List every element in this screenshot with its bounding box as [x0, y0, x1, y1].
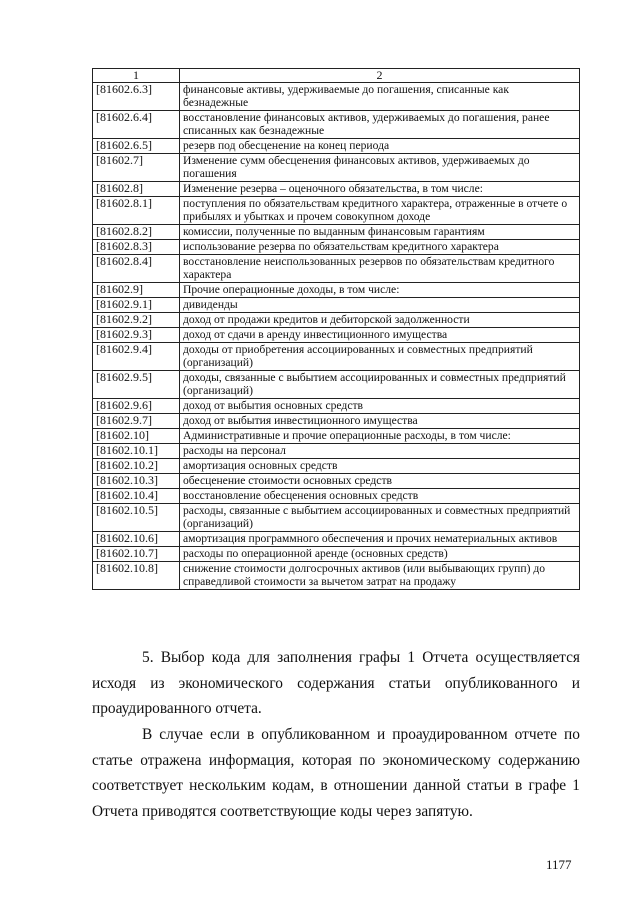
row-code: [81602.9.6]: [93, 399, 180, 414]
row-code: [81602.10.2]: [93, 459, 180, 474]
row-description: доход от сдачи в аренду инвестиционного имущества: [180, 328, 580, 343]
row-description: комиссии, полученные по выданным финансовым гарантиям: [180, 225, 580, 240]
row-code: [81602.7]: [93, 154, 180, 182]
row-code: [81602.9.7]: [93, 414, 180, 429]
page-number: 1177: [546, 857, 572, 872]
paragraph-code-selection: 5. Выбор кода для заполнения графы 1 Отчета осуществляется исходя из экономического содержания статьи опубликованного и проаудированного отчета.: [92, 649, 580, 717]
row-description: Административные и прочие операционные расходы, в том числе:: [180, 429, 580, 444]
table-row: [93, 562, 580, 590]
column-header-1: 1: [93, 69, 180, 83]
table-row: [93, 328, 580, 343]
table-row: [93, 343, 580, 371]
table-row: [93, 283, 580, 298]
table-header-row: [93, 69, 580, 83]
codes-table: [92, 68, 580, 590]
row-code: [81602.9.3]: [93, 328, 180, 343]
column-header-2: 2: [180, 69, 580, 83]
row-description: финансовые активы, удерживаемые до погашения, списанные как безнадежные: [180, 83, 580, 111]
table-row: [93, 547, 580, 562]
table-row: [93, 111, 580, 139]
table-row: [93, 298, 580, 313]
row-code: [81602.10.1]: [93, 444, 180, 459]
row-description: восстановление обесценения основных средств: [180, 489, 580, 504]
row-code: [81602.6.3]: [93, 83, 180, 111]
paragraph-multiple-codes: В случае если в опубликованном и проаудированном отчете по статье отражена информация, которая по экономическому содержанию соответствует нескольким кодам, в отношении данной статьи в графе 1 Отчета приводятся соответствующие коды через запятую.: [92, 726, 580, 820]
row-code: [81602.6.4]: [93, 111, 180, 139]
row-code: [81602.9.2]: [93, 313, 180, 328]
table-row: [93, 399, 580, 414]
row-description: Изменение сумм обесценения финансовых активов, удерживаемых до погашения: [180, 154, 580, 182]
table-row: [93, 489, 580, 504]
table-row: [93, 197, 580, 225]
row-description: восстановление неиспользованных резервов по обязательствам кредитного характера: [180, 255, 580, 283]
table-row: [93, 444, 580, 459]
row-code: [81602.8]: [93, 182, 180, 197]
row-description: расходы по операционной аренде (основных средств): [180, 547, 580, 562]
table-row: [93, 532, 580, 547]
table-row: [93, 459, 580, 474]
table-row: [93, 225, 580, 240]
table-row: [93, 474, 580, 489]
row-code: [81602.10.7]: [93, 547, 180, 562]
table-row: [93, 429, 580, 444]
row-description: дивиденды: [180, 298, 580, 313]
row-description: доход от выбытия инвестиционного имущества: [180, 414, 580, 429]
row-code: [81602.10.3]: [93, 474, 180, 489]
row-code: [81602.9.5]: [93, 371, 180, 399]
row-description: резерв под обесценение на конец периода: [180, 139, 580, 154]
row-description: расходы, связанные с выбытием ассоциированных и совместных предприятий (организаций): [180, 504, 580, 532]
table-row: [93, 504, 580, 532]
row-code: [81602.8.3]: [93, 240, 180, 255]
row-description: использование резерва по обязательствам кредитного характера: [180, 240, 580, 255]
table-row: [93, 240, 580, 255]
codes-table-body: [93, 69, 580, 590]
row-description: доходы, связанные с выбытием ассоциированных и совместных предприятий (организаций): [180, 371, 580, 399]
table-row: [93, 414, 580, 429]
table-row: [93, 255, 580, 283]
row-description: снижение стоимости долгосрочных активов (или выбывающих групп) до справедливой стоимости за вычетом затрат на продажу: [180, 562, 580, 590]
row-description: обесценение стоимости основных средств: [180, 474, 580, 489]
row-code: [81602.10]: [93, 429, 180, 444]
table-row: [93, 154, 580, 182]
row-description: восстановление финансовых активов, удерживаемых до погашения, ранее списанных как безнадежные: [180, 111, 580, 139]
row-code: [81602.8.2]: [93, 225, 180, 240]
row-description: амортизация основных средств: [180, 459, 580, 474]
row-code: [81602.8.1]: [93, 197, 180, 225]
row-code: [81602.9.1]: [93, 298, 180, 313]
row-description: доход от продажи кредитов и дебиторской задолженности: [180, 313, 580, 328]
row-code: [81602.10.8]: [93, 562, 180, 590]
row-code: [81602.10.4]: [93, 489, 180, 504]
row-code: [81602.10.5]: [93, 504, 180, 532]
row-description: расходы на персонал: [180, 444, 580, 459]
row-code: [81602.9.4]: [93, 343, 180, 371]
row-description: Изменение резерва – оценочного обязательства, в том числе:: [180, 182, 580, 197]
row-description: Прочие операционные доходы, в том числе:: [180, 283, 580, 298]
row-code: [81602.8.4]: [93, 255, 180, 283]
row-description: амортизация программного обеспечения и прочих нематериальных активов: [180, 532, 580, 547]
row-description: поступления по обязательствам кредитного характера, отраженные в отчете о прибылях и убытках и прочем совокупном доходе: [180, 197, 580, 225]
row-code: [81602.10.6]: [93, 532, 180, 547]
table-row: [93, 182, 580, 197]
row-code: [81602.9]: [93, 283, 180, 298]
table-row: [93, 139, 580, 154]
row-code: [81602.6.5]: [93, 139, 180, 154]
table-row: [93, 371, 580, 399]
table-row: [93, 313, 580, 328]
table-row: [93, 83, 580, 111]
row-description: доход от выбытия основных средств: [180, 399, 580, 414]
row-description: доходы от приобретения ассоциированных и совместных предприятий (организаций): [180, 343, 580, 371]
